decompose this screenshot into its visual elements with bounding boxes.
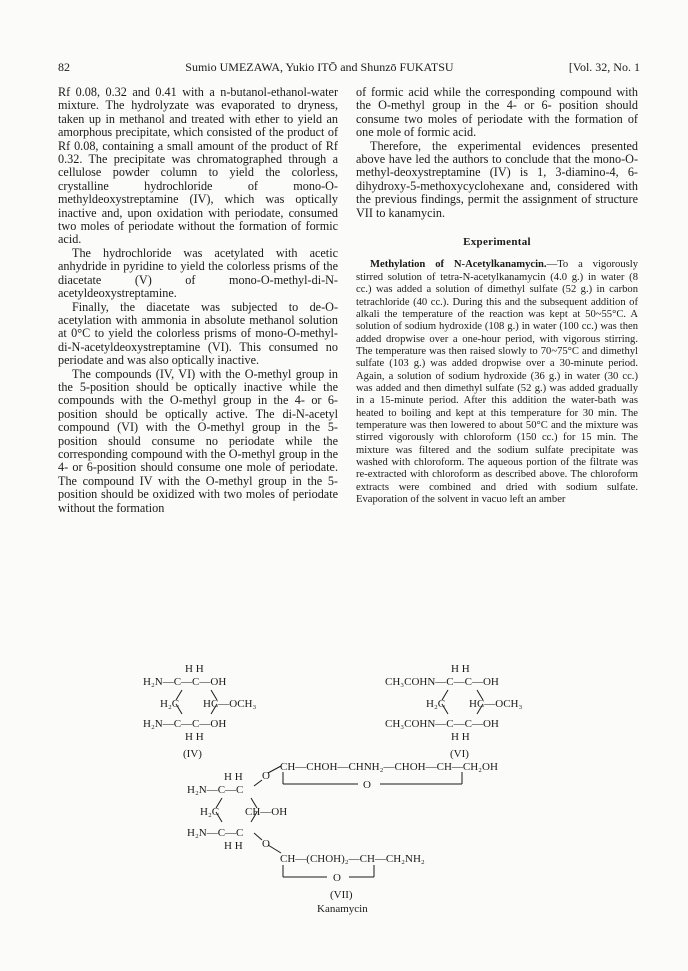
ring-oxygen: O [363, 779, 371, 791]
ring-oxygen: O [333, 872, 341, 884]
formula-line: CH₃COHN—C—C—OH [385, 676, 499, 688]
formula-line: CH₃COHN—C—C—OH [385, 718, 499, 730]
paragraph: The compounds (IV, VI) with the O-methyl group in the 5-position should be optically inactive while the compounds with the O-methyl group in the 4- or 6-position should be optically active. The di-N-acetyl compound (VI) with the O-methyl group in the 5-position should consume no periodate while the corresponding compound with the O-methyl group in the 4- or 6-position should consume one mole of periodate. The compound IV with the O-methyl group in the 5-position should be oxidized with two moles of periodate without the formation [58, 366, 338, 515]
compound-label: (VII) [330, 889, 353, 901]
paragraph: Finally, the diacetate was subjected to de-O-acetylation with ammonia in absolute methanol solution at 0°C to yield the colorless prisms of mono-O-methyl-di-N-acetyldeoxystreptamine (VI). This consumed no periodate and was also optically inactive. [58, 299, 338, 368]
experimental-title: Methylation of N-Acetylkanamycin. [370, 259, 547, 271]
formula-line: H₂N—C—C—OH [143, 718, 227, 730]
paragraph: of formic acid while the corresponding compound with the O-methyl group in the 4- or 6- position should consume two moles of periodate with the formation of one mole of formic acid. [356, 85, 638, 140]
h-labels: H H [185, 731, 204, 743]
paragraph: Therefore, the experimental evidences presented above have led the authors to conclude that the mono-O-methyl-deoxystreptamine (IV) is 1, 3-diamino-4, 6-dihydroxy-5-methoxycyclohexane and, considered with the previous findings, permit the assignment of structure VII to kanamycin. [356, 138, 638, 220]
page-number: 82 [58, 60, 70, 74]
h-labels: H H [185, 663, 204, 675]
h-labels: H H [224, 771, 243, 783]
paragraph: Rf 0.08, 0.32 and 0.41 with a n-butanol-ethanol-water mixture. The hydrolyzate was evaporated to dryness, taken up in methanol and treated with ether to yield an amorphous precipitate, which consisted of the product of Rf 0.08, containing a small amount of the product of Rf 0.32. The precipitate was chromatographed through a cellulose powder column to yield the colorless, crystalline hydrochloride of mono-O-methyldeoxystreptamine (IV), which was optically inactive and, upon oxidation with periodate, consumed two moles of periodate without the formation of formic acid. [58, 85, 338, 247]
volume-info: [Vol. 32, No. 1 [568, 60, 640, 74]
h-labels: H H [224, 840, 243, 852]
compound-label: (IV) [183, 748, 202, 760]
formula-line: H₂C [200, 806, 220, 818]
sugar-chain-top: CH—CHOH—CHNH₂—CHOH—CH—CH₂OH [280, 761, 498, 773]
glycosidic-oxygen: O [262, 838, 270, 850]
formula-line: HC—OCH₃ [203, 698, 257, 710]
formula-line: HC—OCH₃ [469, 698, 523, 710]
experimental-body: —To a vigorously stirred solution of tetra-N-acetylkanamycin (4.0 g.) in water (8 cc.) was added a solution of dimethyl sulfate (52 g.) in carbon tetrachloride (40 cc.). During this and the subsequent addition of alkali the temperature of the reaction was kept at 50~55°C. A solution of sodium hydroxide (108 g.) in water (100 cc.) was then added dropwise over a one-hour period, with vigorous stirring. The temperature was then raised slowly to 70~75°C and dimethyl sulfate (103 g.) was added dropwise over a 30-minute period. Again, a solution of sodium hydroxide (36 g.) in water (30 cc.) was added and then dimethyl sulfate (52 g.) was added gradually in a 15-minute period. After this addition the water-bath was heated to boiling and kept at this temperature for 30 min. The temperature was then lowered to about 50°C and the mixture was stirred vigorously with chloroform (150 cc.) for 15 min. The mixture was filtered and the sodium sulfate precipitate was washed with chloroform. The aqueous portion of the filtrate was re-extracted with chloroform as described above. The chloroform extracts were combined and dried with sodium sulfate. Evaporation of the solvent in vacuo left an amber [356, 259, 638, 505]
formula-line: H₂C [160, 698, 180, 710]
author-line: Sumio UMEZAWA, Yukio ITŌ and Shunzō FUKATSU [185, 60, 454, 74]
h-labels: H H [451, 663, 470, 675]
section-heading: Experimental [463, 236, 531, 249]
structure-vi [385, 663, 523, 760]
formula-line: H₂C [426, 698, 446, 710]
glycosidic-oxygen: O [262, 770, 270, 782]
paragraph: The hydrochloride was acetylated with acetic anhydride in pyridine to yield the colorless prisms of the diacetate (V) of mono-O-methyl-di-N-acetyldeoxystreptamine. [58, 245, 338, 301]
formula-line: CH—OH [245, 806, 288, 818]
sugar-chain-bottom: CH—(CHOH)₂—CH—CH₂NH₂ [280, 853, 425, 865]
compound-label: (VI) [450, 748, 469, 760]
formula-line: H₂N—C—C—OH [143, 676, 227, 688]
compound-name: Kanamycin [317, 903, 368, 915]
formula-line: H₂N—C—C [187, 827, 244, 839]
structure-iv [143, 663, 257, 760]
h-labels: H H [451, 731, 470, 743]
formula-line: H₂N—C—C [187, 784, 244, 796]
